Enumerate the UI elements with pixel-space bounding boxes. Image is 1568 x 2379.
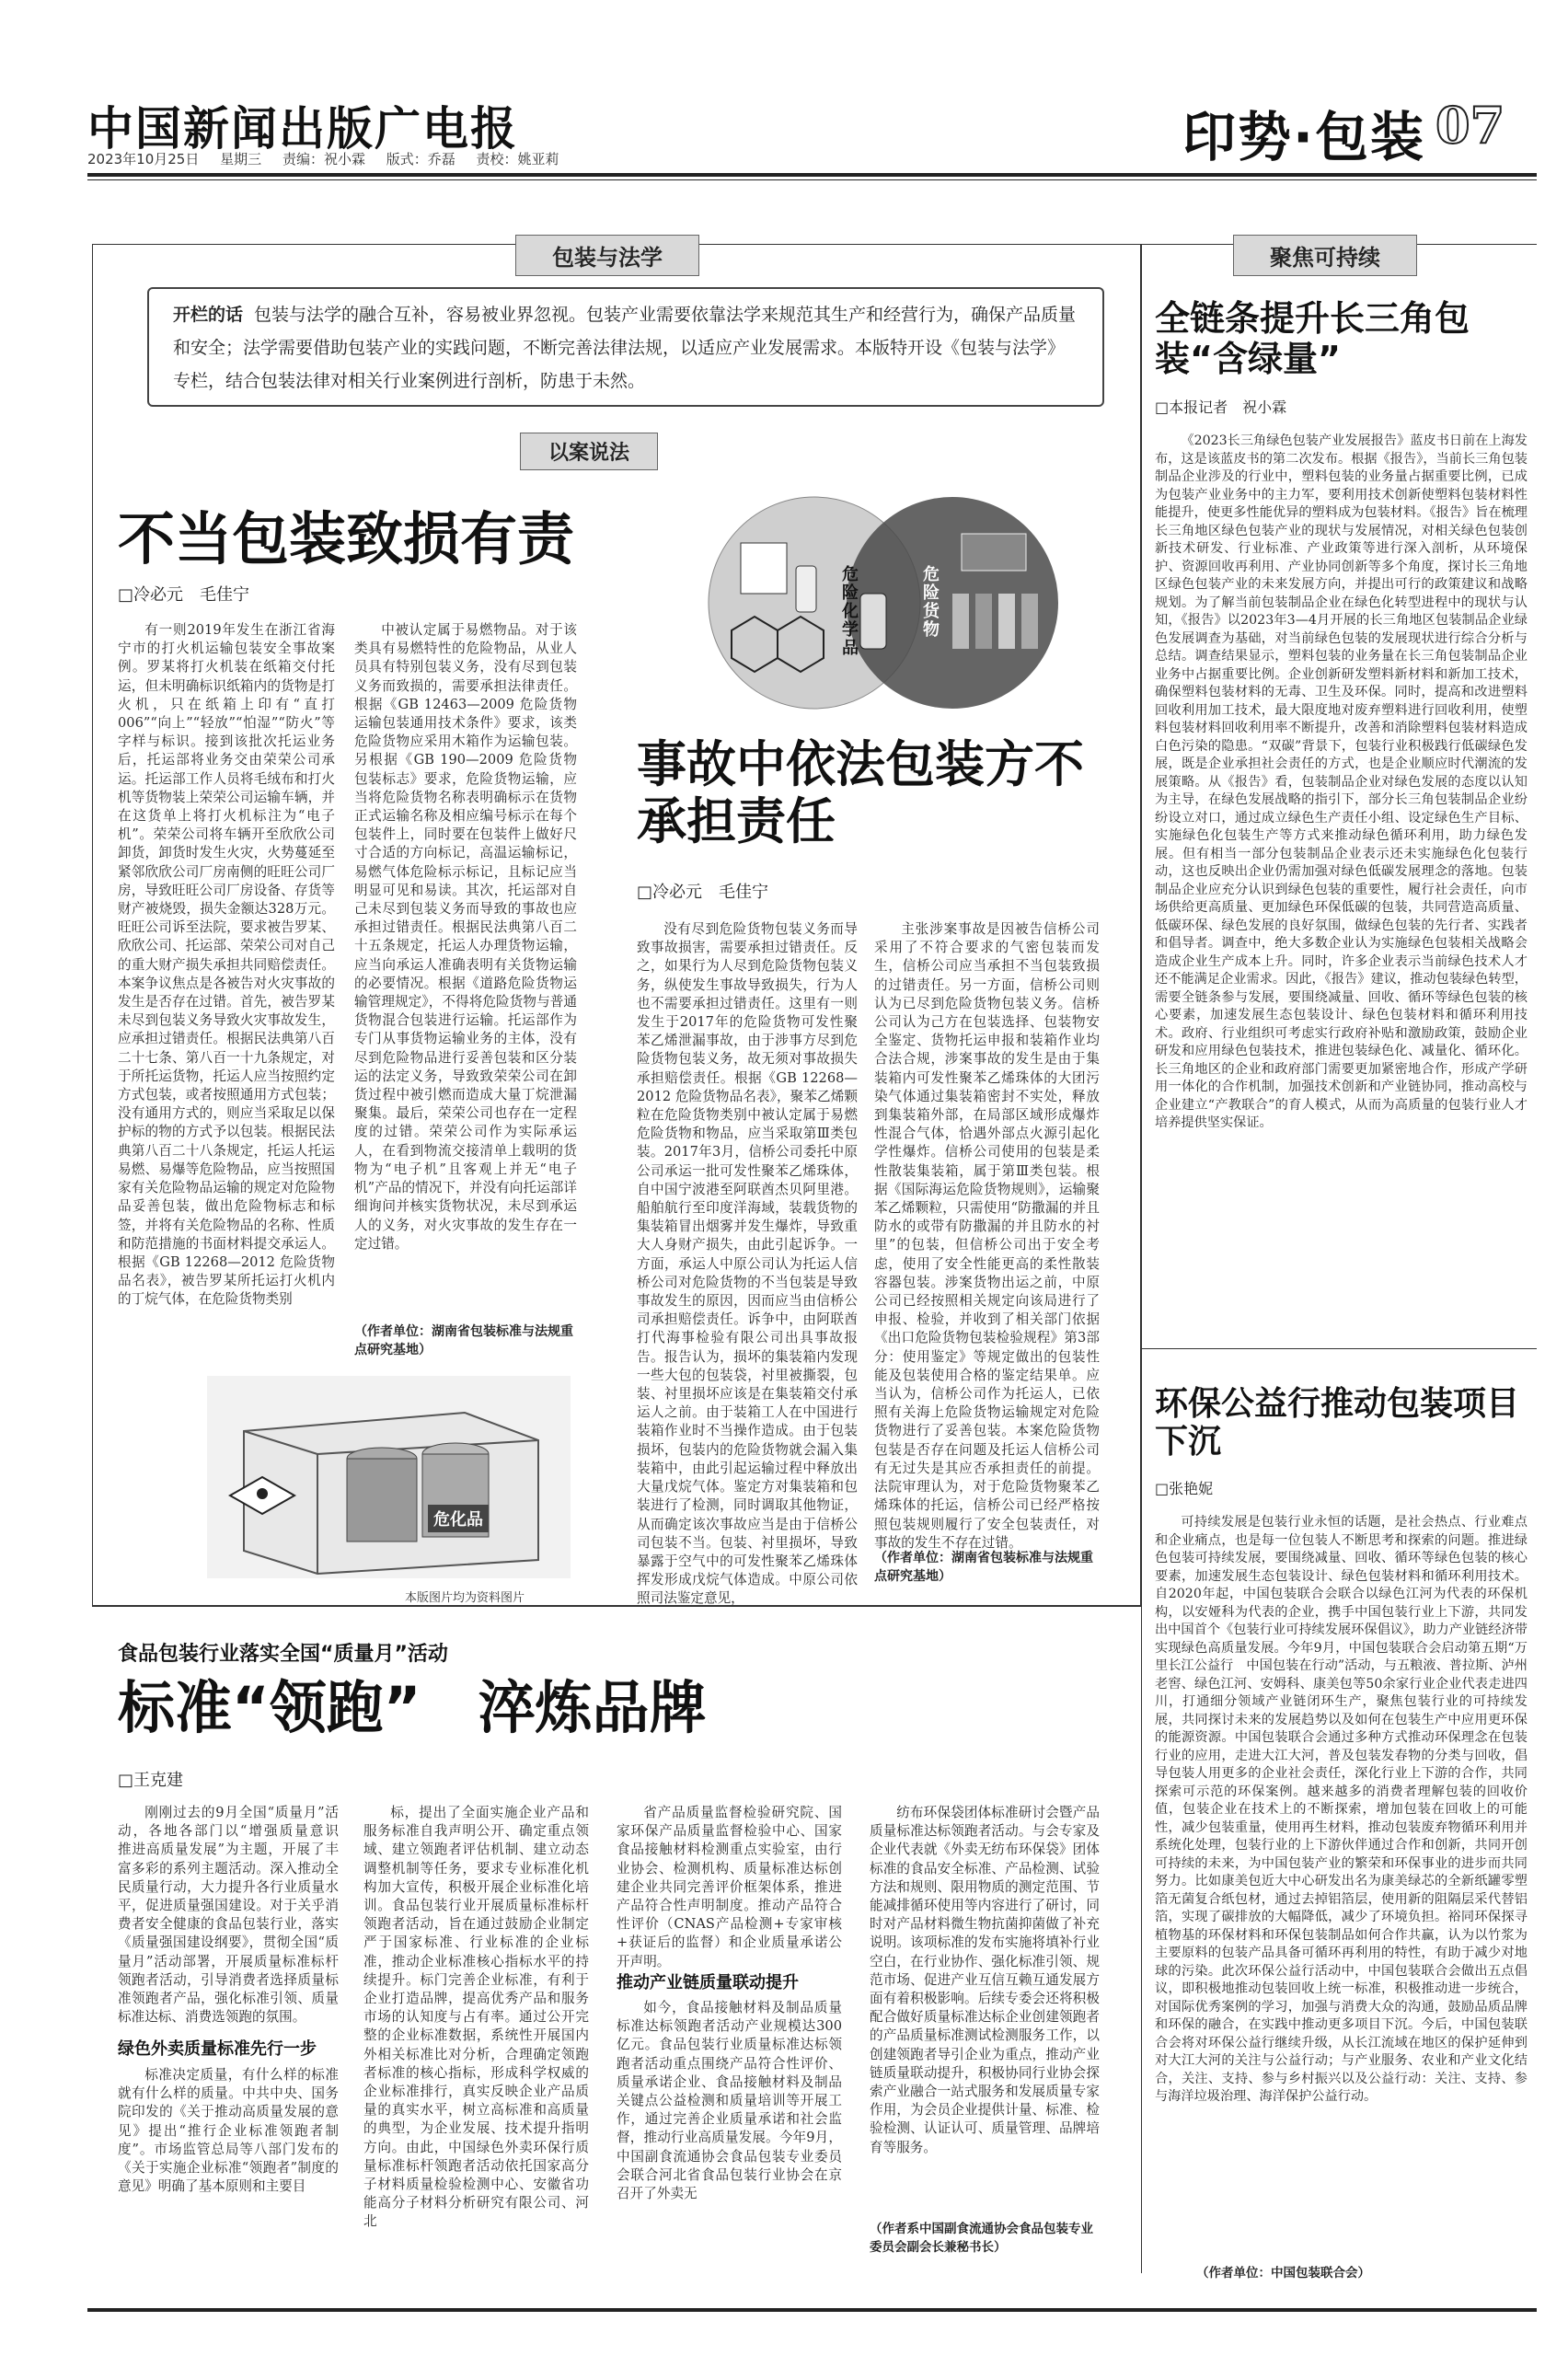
quality-column-1: 刚刚过去的9月全国“质量月”活动，各地各部门以“增强质量意识 推进高质量发展”为主题，开展了丰富多彩的系列主题活动。深入推动全民质量行动，大力提升各行业质量水平，促进质量强国建设。对于关乎消费者安全健康的食品包装行业，落实《质量强国建设纲要》，贯彻全国“质量月”活动部署，开展质量标准标杆领跑者活动，引导消费者选择质量标准领跑者产品，强化标准引领、质量标准达标、消费选领跑的氛围。: [118, 1805, 352, 2026]
crate-illustration: [207, 1376, 571, 1578]
article1-author-note: （作者单位：湖南省包装标准与法规重点研究基地）: [354, 1324, 573, 1357]
charity-author-note: （作者单位：中国包装联合会）: [1196, 2266, 1370, 2281]
masthead-info: [87, 149, 576, 168]
charity-byline: □张艳妮: [1155, 1480, 1214, 1497]
green-body: 《2023长三角绿色包装产业发展报告》蓝皮书日前在上海发布，这是该蓝皮书的第二次发布。根据《报告》，当前长三角包装制品企业涉及的行业中，塑料包装的业务量占据重要比例，已成为包装产业业务中的主力军，要利用技术创新使塑料包装材料性能提升，使更多性能优异的塑料成为包装材料。《报告》旨在梳理长三角地区绿色包装产业的现状与发展情况，对相关绿色包装创新技术研发、行业标准、产业政策等进行深入剖析，从环境保护、资源回收再利用、产业协同创新等多个角度，探讨长三角地区绿色包装产业的未来发展方向，并提出可行的政策建议和战略规划。为了解当前包装制品企业在绿色化转型进程中的现状与认知，《报告》以2023年3—4月开展的长三角地区包装制品企业绿色发展调查为基础，对当前绿色包装的发展现状进行综合分析与总结。调查结果显示，塑料包装的业务量在长三角包装制品企业业务中占据重要比例。企业创新研发塑料新材料和新加工技术，确保塑料包装材料的无毒、卫生及环保。同时，提高和改进塑料回收利用加工技术，最大限度地对废弃塑料进行回收利用，使塑料包装材料回收利用率不断提升，改善和消除塑料包装材料造成白色污染的隐患。“双碳”背景下，包装行业积极践行低碳绿色发展，既是企业承担社会责任的方式，也是企业顺应时代潮流的发展策略。从《报告》看，包装制品企业对绿色发展的态度以认知为主导，在绿色发展战略的指引下，部分长三角包装制品企业纷纷设立对口，通过成立绿色生产责任小组、设定绿色生产目标、实施绿色化包装生产等方式来推动绿色循环利用，助力绿色发展。但有相当一部分包装制品企业表示还未实施绿色化包装行动，这也反映出企业仍需加强对绿色低碳发展理念的落地。包装制品企业应充分认识到绿色包装的重要性，履行社会责任，向市场供给更高质量、更加绿色环保低碳的包装，共同营造高质量、低碳环保、绿色发展的良好氛围，做绿色包装的先行者、实践者和倡导者。调查中，绝大多数企业认为实施绿色包装相关战略会造成企业生产成本上升。同时，许多企业表示当前绿色技术人才还不能满足企业需求。因此，《报告》建议，推动包装绿色转型，需要全链条参与发展，要围绕减量、回收、循环等绿色包装的核心要素，加速发展生态包装设计、绿色包装材料和循环利用技术。政府、行业组织可考虑实行政府补贴和激励政策，鼓励企业研发和应用绿色包装技术，推进包装绿色化、减量化、循环化。长三角地区的企业和政府部门需要更加紧密地合作，形成产学研用一体化的合作机制，加强技术创新和产业链协同，推动高校与企业建立“产教联合”的育人模式，从而为高质量的包装行业人才培养提供坚实保证。: [1155, 433, 1528, 1130]
intro-text: 包装与法学的融合互补，容易被业界忽视。包装产业需要依靠法学来规范其生产和经营行为，确保产品质量和安全；法学需要借助包装产业的实践问题，不断完善法律法规，以适应产业发展需求。本版特开设《包装与法学》专栏，结合包装法律对相关行业案例进行剖析，防患于未然。: [173, 305, 1077, 391]
article1-column-1: 有一则2019年发生在浙江省海宁市的打火机运输包装安全事故案例。罗某将打火机装在纸箱交付托运，但未明确标识纸箱内的货物是打火机，只在纸箱上印有“直打006”“向上”“轻放”“怕湿”“防火”等字样与标识。接到该批次托运业务后，托运部将业务交由荣荣公司承运。托运部工作人员将毛绒布和打火机等货物装上荣荣公司运输车辆，并在这货单上将打火机标注为“电子机”。荣荣公司将车辆开至欣欣公司卸货，卸货时发生火灾，火势蔓延至紧邻欣欣公司厂房南侧的旺旺公司厂房，导致旺旺公司厂房设备、存货等财产被烧毁，损失金额达328万元。旺旺公司诉至法院，要求被告罗某、欣欣公司、托运部、荣荣公司对自己的重大财产损失承担共同赔偿责任。本案争议焦点是各被告对火灾事故的发生是否存在过错。首先，被告罗某未尽到包装义务导致火灾事故发生，应承担过错责任。根据民法典第八百二十七条、第八百一十九条规定，对于所托运货物，托运人应当按照约定方式包装，或者按照通用方式包装；没有通用方式的，则应当采取足以保护标的物的方式予以包装。根据民法典第八百二十八条规定，托运人托运易燃、易爆等危险物品，应当按照国家有关危险物品运输的规定对危险物品妥善包装，做出危险物标志和标签，并将有关危险物品的名称、性质和防范措施的书面材料提交承运人。根据《GB 12268—2012 危险货物品名表》，被告罗某所托运打火机内的丁烷气体，在危险货物类别: [118, 622, 335, 1308]
proof-credit: 责校：姚亚莉: [476, 151, 559, 167]
article2-byline: □冷必元 毛佳宁: [637, 883, 769, 902]
article1-byline: □冷必元 毛佳宁: [118, 585, 250, 605]
case-subtag: 以案说法: [520, 433, 658, 470]
image-caption: 本版图片均为资料图片: [405, 1591, 525, 1605]
quality-column-3: 省产品质量监督检验研究院、国家环保产品质量监督检验中心、国家食品接触材料检测重点实验室，由行业协会、检测机构、质量标准达标创建企业共同完善评价框架体系，推进产品符合性声明制度。推动产品符合性评价（CNAS产品检测+专家审核+获证后的监督）和企业质量承诺公开声明。: [617, 1805, 842, 1969]
quality-column-4: 纺布环保袋团体标准研讨会暨产品质量标准达标领跑者活动。与会专家及企业代表就《外卖无纺布环保袋》团体标准的食品安全标准、产品检测、试验方法和规则、限用物质的测定范围、节能减排循环使用等内容进行了研讨，同时对产品材料微生物抗菌抑菌做了补充说明。该项标准的发布实施将填补行业空白，在行业协作、强化标准引领、规范市场、促进产业互信互赖互通发展方面有着积极影响。后续专委会还将积极配合做好质量标准达标企业创建领跑者的产品质量标准测试检测服务工作，以创建领跑者导引企业为重点，推动产业链质量联动提升，积极协同行业协会探索产业融合一站式服务和发展质量专家作用，为会员企业提供计量、标准、检验检测、认证认可、质量管理、品牌培育等服务。: [870, 1805, 1100, 2155]
section-name: 印势·包装: [1182, 106, 1426, 168]
quality-author-note: （作者系中国副食流通协会食品包装专业委员会副会长兼秘书长）: [870, 2222, 1093, 2255]
top-rule: [87, 173, 1537, 177]
article2-column-2: 主张涉案事故是因被告信桥公司采用了不符合要求的气密包装而发生，信桥公司应当承担不当包装致损的过错责任。另一方面，信桥公司则认为已尽到危险货物包装义务。信桥公司认为己方在包装选择、包装物安全鉴定、货物托运申报和装箱作业均合法合规，涉案事故的发生是由于集装箱内可发性聚苯乙烯珠体的大团污染气体通过集装箱密封不实处，释放到集装箱外部，在局部区域形成爆炸性混合气体，恰遇外部点火源引起化学性爆炸。信桥公司使用的包装是柔性散装集装箱，属于第Ⅲ类包装。根据《国际海运危险货物规则》，运输聚苯乙烯颗粒，只需使用“防撒漏的并且防水的或带有防撒漏的并且防水的衬里”的包装，但信桥公司出于安全考虑，使用了安全性能更高的柔性散装容器包装。涉案货物出运之前，中原公司已经按照相关规定向该局进行了申报、检验，并收到了相关部门依据《出口危险货物包装检验规程》第3部分：使用鉴定》等规定做出的包装性能及包装使用合格的鉴定结果单。应当认为，信桥公司作为托运人，已依照有关海上危险货物运输规定对危险货物进行了妥善包装。本案危险货物包装是否存在问题及托运人信桥公司有无过失是其应否承担责任的前提。法院审理认为，对于危险货物聚苯乙烯珠体的托运，信桥公司已经严格按照包装规则履行了安全包装责任，对事故的发生不存在过错。: [874, 921, 1100, 1551]
quality-column-3b: 如今，食品接触材料及制品质量标准达标领跑者活动产业规模达300亿元。食品包装行业质量标准达标领跑者活动重点围绕产品符合性评价、质量承诺企业、食品接触材料及制品关键点公益检测和质量培训等开展工作，通过完善企业质量承诺和社会监督，推动行业高质量发展。今年9月，中国副食流通协会食品包装专业委员会联合河北省食品包装行业协会在京召开了外卖无: [617, 2000, 842, 2202]
green-byline: □本报记者 祝小霖: [1155, 398, 1287, 416]
issue-weekday: 星期三: [220, 151, 262, 167]
venn-diagram-graphic: [676, 492, 1109, 713]
right-column-divider: [1141, 244, 1142, 2273]
quality-top-rule: [92, 1606, 1141, 1607]
law-section-tag: 包装与法学: [515, 235, 699, 276]
venn-label-left: 危险化学品: [842, 565, 859, 658]
charity-body: 可持续发展是包装行业永恒的话题，是社会热点、行业难点和企业痛点，也是每一位包装人不断思考和探索的问题。推进绿色包装可持续发展，要围绕减量、回收、循环等绿色包装的核心要素，加速发展生态包装设计、绿色包装材料和循环利用技术。自2020年起，中国包装联合会联合以绿色江河为代表的环保机构，以安娅科为代表的企业，携手中国包装行业上下游，共同发出中国首个《包装行业可持续发展环保倡议》，助力产业链经济带实现绿色高质量发展。今年9月，中国包装联合会启动第五期“万里长江公益行 中国包装在行动”活动，与五粮液、普拉斯、泸州老窖、绿色江河、安姆科、康美包等50余家行业企业代表走进四川，打通细分领域产业链闭环生产，聚焦包装行业的可持续发展，共同探讨未来的发展趋势以及如何在包装生产中应用更环保的能源资源。中国包装联合会通过多种方式推动环保理念在包装行业的应用，走进大江大河，普及包装发春物的分类与回收，倡导包装人用更多的企业社会责任，深化行业上下游的合作，共同探索可示范的环保案例。越来越多的消费者理解包装的回收价值，包装企业在技术上的不断探索，增加包装在回收上的可能性，减少包装重量，使用再生材料，推动包装废弃物循环利用并系统化处理，包装行业的上下游伙伴通过合作和创新，共同开创可持续的未来，为中国包装产业的繁荣和环保事业的进步而共同努力。比如康美包近大中心研发出名为康美绿芯的全新纸罐零塑箔无菌复合纸包材，通过去掉铝箔层，使用新的阻隔层采代替铝箔，实现了碳排放的大幅降低，减少了环境负担。裕同环保探寻植物基的环保材料和环保包装制品如何合作共赢，认为以竹浆为主要原料的包装产品具备可循环再利用的特性，有助于减少对地球的污染。此次环保公益行活动中，中国包装联合会做出五点倡议，即积极地推动包装回收上统一标准，积极推动进一步统合，对国际优秀案例的学习，加强与消费大众的沟通，鼓励品质品牌和环保的融合，在实践中推动更多项目下沉。今后，中国包装联合会将对环保公益行继续升级，从长江流域在地区的保护延伸到对大江大河的关注与公益行动；与产业服务、农业和产业文化结合，关注、支持、参与乡村振兴以及公益行动：关注、支持、参与海洋垃圾治理、海洋保护公益行动。: [1155, 1515, 1528, 2104]
article2-column-1: 没有尽到危险货物包装义务而导致事故损害，需要承担过错责任。反之，如果行为人尽到危险货物包装义务，纵使发生事故导致损失，行为人也不需要承担过错责任。这里有一则发生于2017年的危险货物可发性聚苯乙烯泄漏事故，由于涉事方尽到危险货物包装义务，故无须对事故损失承担赔偿责任。根据《GB 12268—2012 危险货物品名表》，聚苯乙烯颗粒在危险货物类别中被认定属于易燃危险货物和物品，应当采取第Ⅲ类包装。2017年3月，信桥公司委托中原公司承运一批可发性聚苯乙烯珠体，自中国宁波港至阿联酋杰贝阿里港。船舶航行至印度洋海域，装载货物的集装箱冒出烟雾并发生爆炸，导致重大人身财产损失，由此引起诉争。一方面，承运人中原公司认为托运人信桥公司对危险货物的不当包装是导致事故发生的原因，因而应当由信桥公司承担赔偿责任。诉争中，由阿联酋打代海事检验有限公司出具事故报告。报告认为，损坏的集装箱内发现一些大包的包装袋，衬里被撕裂，包装、衬里损坏应该是在集装箱交付承运人之前。由于装箱工人在中国进行装箱作业时不当操作造成。由于包装损坏，包装内的危险货物就会漏入集装箱中，由此引起运输过程中释放出大量戊烷气体。鉴定方对集装箱和包装进行了检测，同时调取其他物证，从而确定该次事故应当是由于信桥公司包装不当。包装、衬里损坏，导致暴露于空气中的可发性聚苯乙烯珠体挥发形成戊烷气体造成。中原公司依照司法鉴定意见，: [637, 921, 858, 1607]
editor-credit: 责编：祝小霖: [282, 151, 365, 167]
venn-label-right: 危险货物: [923, 565, 940, 640]
quality-subhead-1: 绿色外卖质量标准先行一步: [118, 2039, 317, 2059]
quality-kicker: 食品包装行业落实全国“质量月”活动: [118, 1643, 448, 1666]
article2-title: 事故中依法包装方不承担责任: [637, 735, 1084, 851]
venn-illustration: [676, 492, 1109, 713]
article1-title: 不当包装致损有责: [118, 505, 575, 572]
green-title: 全链条提升长三角包装“含绿量”: [1155, 298, 1470, 379]
layout-credit: 版式：乔磊: [386, 151, 455, 167]
article2-author-note: （作者单位：湖南省包装标准与法规重点研究基地）: [874, 1551, 1093, 1584]
hazmat-crate-graphic: [207, 1376, 571, 1578]
green-section-tag: 聚焦可持续: [1233, 235, 1417, 276]
quality-column-1b: 标准决定质量，有什么样的标准就有什么样的质量。中共中央、国务院印发的《关于推动高质量发展的意见》提出“推行企业标准领跑者制度”。市场监管总局等八部门发布的《关于实施企业标准“领跑者”制度的意见》明确了基本原则和主要目: [118, 2067, 339, 2195]
intro-box: [147, 287, 1104, 407]
quality-subhead-2: 推动产业链质量联动提升: [617, 1973, 799, 1992]
footer-rule: [87, 2308, 1537, 2312]
quality-title: 标准“领跑” 淬炼品牌: [118, 1674, 707, 1741]
quality-column-2: 标，提出了全面实施企业产品和服务标准自我声明公开、确定重点领域、建立领跑者评估机制、建立动态调整机制等任务，要求专业标准化机构加大宣传，积极开展企业标准化培训。食品包装行业开展质量标准标杆领跑者活动，旨在通过鼓励企业制定严于国家标准、行业标准的企业标准，推动企业标准核心指标水平的持续提升。标门完善企业标准，有利于企业打造品牌，提高优秀产品和服务市场的认知度与占有率。通过公开完整的企业标准数据，系统性开展国内外相关标准比对分析，合理确定领跑者标准的核心指标，形成科学权威的企业标准排行，真实反映企业产品质量的真实水平，树立高标准和高质量的典型，为企业发展、技术提升指明方向。由此，中国绿色外卖环保行质量标准标杆领跑者活动依托国家高分子材料质量检验检测中心、安徽省功能高分子材料分析研究有限公司、河北: [363, 1805, 589, 2230]
intro-lead: 开栏的话: [173, 305, 244, 325]
crate-label: 危化品: [428, 1505, 489, 1532]
charity-title: 环保公益行推动包装项目下沉: [1155, 1385, 1520, 1461]
top-rule-thin: [87, 179, 1537, 180]
charity-top-rule: [1141, 1348, 1537, 1349]
article1-column-2: 中被认定属于易燃物品。对于该类具有易燃特性的危险物品，从业人员具有特别包装义务，没有尽到包装义务而致损的，需要承担法律责任。根据《GB 12463—2009 危险货物运输包装通用技术条件》要求，该类危险货物应采用木箱作为运输包装。另根据《GB 190—2009 危险货物包装标志》要求，危险货物运输，应当将危险货物名称表明确标示在货物正式运输名称及相应编号标示在每个包装件上，同时要在包装件上做好尺寸合适的方向标记，高温运输标记，易燃气体危险标示标记，且标记应当明显可见和易读。其次，托运部对自己未尽到包装义务而导致的事故也应承担过错责任。根据民法典第八百二十五条规定，托运人办理货物运输，应当向承运人准确表明有关货物运输的必要情况。根据《道路危险货物运输管理规定》，不得将危险货物与普通货物混合包装进行运输。托运部作为专门从事货物运输业务的主体，没有尽到危险物品进行妥善包装和区分装运的法定义务，导致致荣荣公司在卸货过程中被引燃而造成大量丁烷泄漏聚集。最后，荣荣公司也存在一定程度的过错。荣荣公司作为实际承运人，在看到物流交接清单上载明的货物为“电子机”且客观上并无“电子机”产品的情况下，并没有向托运部详细询问并核实货物状况，未尽到承运人的义务，对火灾事故的发生存在一定过错。: [354, 622, 577, 1252]
page-number: 07: [1435, 96, 1505, 155]
newspaper-logo: 中国新闻出版广电报: [87, 101, 518, 156]
issue-date: 2023年10月25日: [87, 151, 200, 167]
quality-byline: □王克建: [118, 1771, 184, 1790]
